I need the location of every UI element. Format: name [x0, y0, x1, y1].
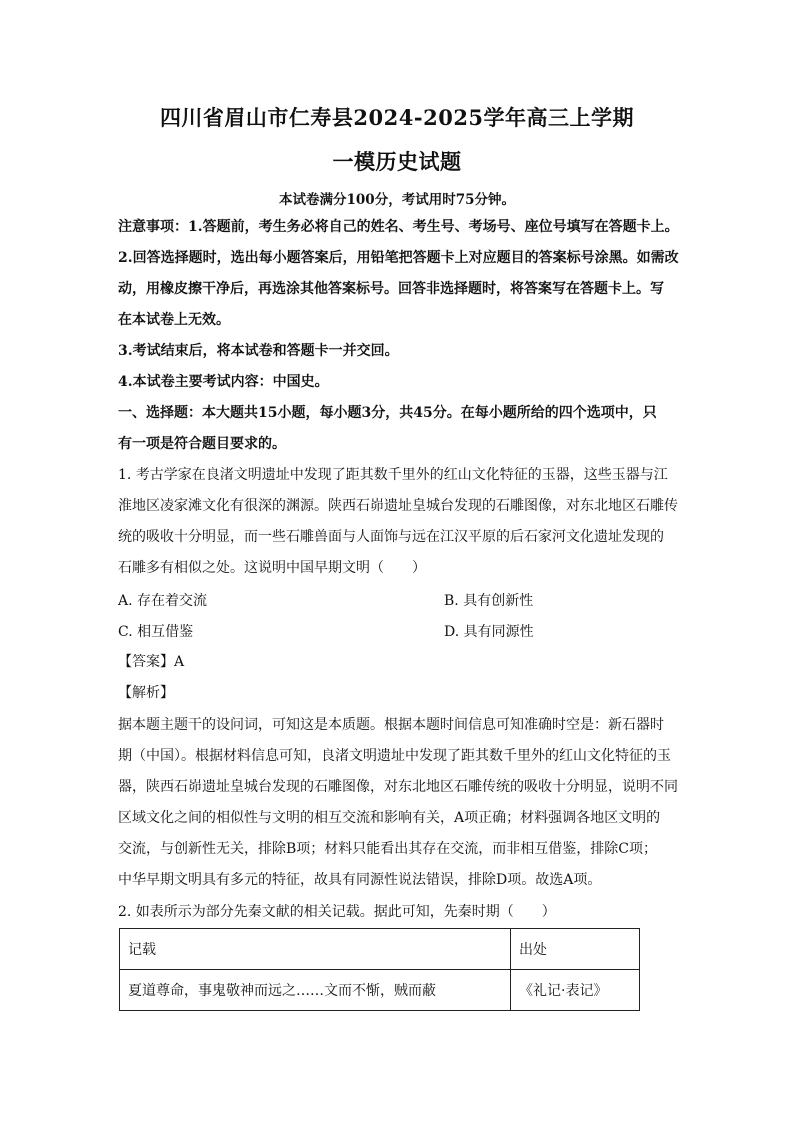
- table-row: [120, 970, 640, 1011]
- table-header-row: [120, 929, 640, 970]
- q1-analysis-line: 区域文化之间的相似性与文明的相互交流和影响有关，A项正确；材料强调各地区文明的: [118, 810, 661, 826]
- notes-line: 注意事项：1.答题前，考生务必将自己的姓名、考生号、考场号、座位号填写在答题卡上。: [118, 219, 679, 235]
- q2-records-table: [119, 928, 640, 1011]
- q1-analysis-label: 【解析】: [118, 685, 174, 701]
- table-header-cell: 出处: [511, 929, 640, 970]
- q1-analysis-line: 器，陕西石峁遗址皇城台发现的石雕图像，对东北地区石雕传统的吸收十分明显，说明不同: [118, 779, 678, 795]
- q1-analysis-line: 据本题主题干的设问词，可知这是本质题。根据本题时间信息可知准确时空是：新石器时: [118, 717, 664, 733]
- section-heading: 一、选择题：本大题共15小题，每小题3分，共45分。在每小题所给的四个选项中，只: [118, 405, 657, 421]
- q1-option-a: A. 存在着交流: [118, 593, 208, 609]
- q1-analysis-line: 中华早期文明具有多元的特征，故具有同源性说法错误，排除D项。故选A项。: [118, 872, 602, 888]
- q1-stem-line: 石雕多有相似之处。这说明中国早期文明（ ）: [118, 560, 426, 576]
- table-header-cell: 记载: [120, 929, 511, 970]
- q2-stem: 2. 如表所示为部分先秦文献的相关记载。据此可知，先秦时期（ ）: [118, 904, 556, 920]
- table-cell: 《礼记·表记》: [511, 970, 640, 1011]
- q1-stem-line: 1. 考古学家在良渚文明遗址中发现了距其数千里外的红山文化特征的玉器，这些玉器与江: [118, 467, 668, 483]
- q1-analysis-line: 期（中国）。根据材料信息可知，良渚文明遗址中发现了距其数千里外的红山文化特征的玉: [118, 748, 671, 764]
- q1-analysis-line: 交流，与创新性无关，排除B项；材料只能看出其存在交流，而非相互借鉴，排除C项；: [118, 841, 657, 857]
- section-heading: 有一项是符合题目要求的。: [118, 436, 286, 452]
- exam-subtitle: 本试卷满分100分，考试用时75分钟。: [279, 192, 515, 208]
- q1-stem-line: 统的吸收十分明显，而一些石雕兽面与人面饰与远在江汉平原的后石家河文化遗址发现的: [118, 529, 664, 545]
- notes-line: 3.考试结束后，将本试卷和答题卡一并交回。: [118, 343, 399, 359]
- notes-line: 2.回答选择题时，选出每小题答案后，用铅笔把答题卡上对应题目的答案标号涂黑。如需改: [118, 250, 679, 266]
- q1-stem-line: 淮地区凌家滩文化有很深的渊源。陕西石峁遗址皇城台发现的石雕图像，对东北地区石雕传: [118, 498, 678, 514]
- notes-line: 在本试卷上无效。: [118, 312, 230, 328]
- table-cell: 夏道尊命，事鬼敬神而远之……文而不惭，贼而蔽: [120, 970, 511, 1011]
- q1-option-b: B. 具有创新性: [444, 593, 534, 609]
- notes-line: 4.本试卷主要考试内容：中国史。: [118, 374, 329, 390]
- q1-answer: 【答案】A: [118, 654, 185, 670]
- exam-title-line2: 一模历史试题: [332, 149, 462, 174]
- q1-option-d: D. 具有同源性: [444, 624, 534, 640]
- exam-title-line1: 四川省眉山市仁寿县2024-2025学年高三上学期: [159, 105, 635, 130]
- notes-line: 动，用橡皮擦干净后，再选涂其他答案标号。回答非选择题时，将答案写在答题卡上。写: [118, 281, 664, 297]
- q1-option-c: C. 相互借鉴: [118, 624, 194, 640]
